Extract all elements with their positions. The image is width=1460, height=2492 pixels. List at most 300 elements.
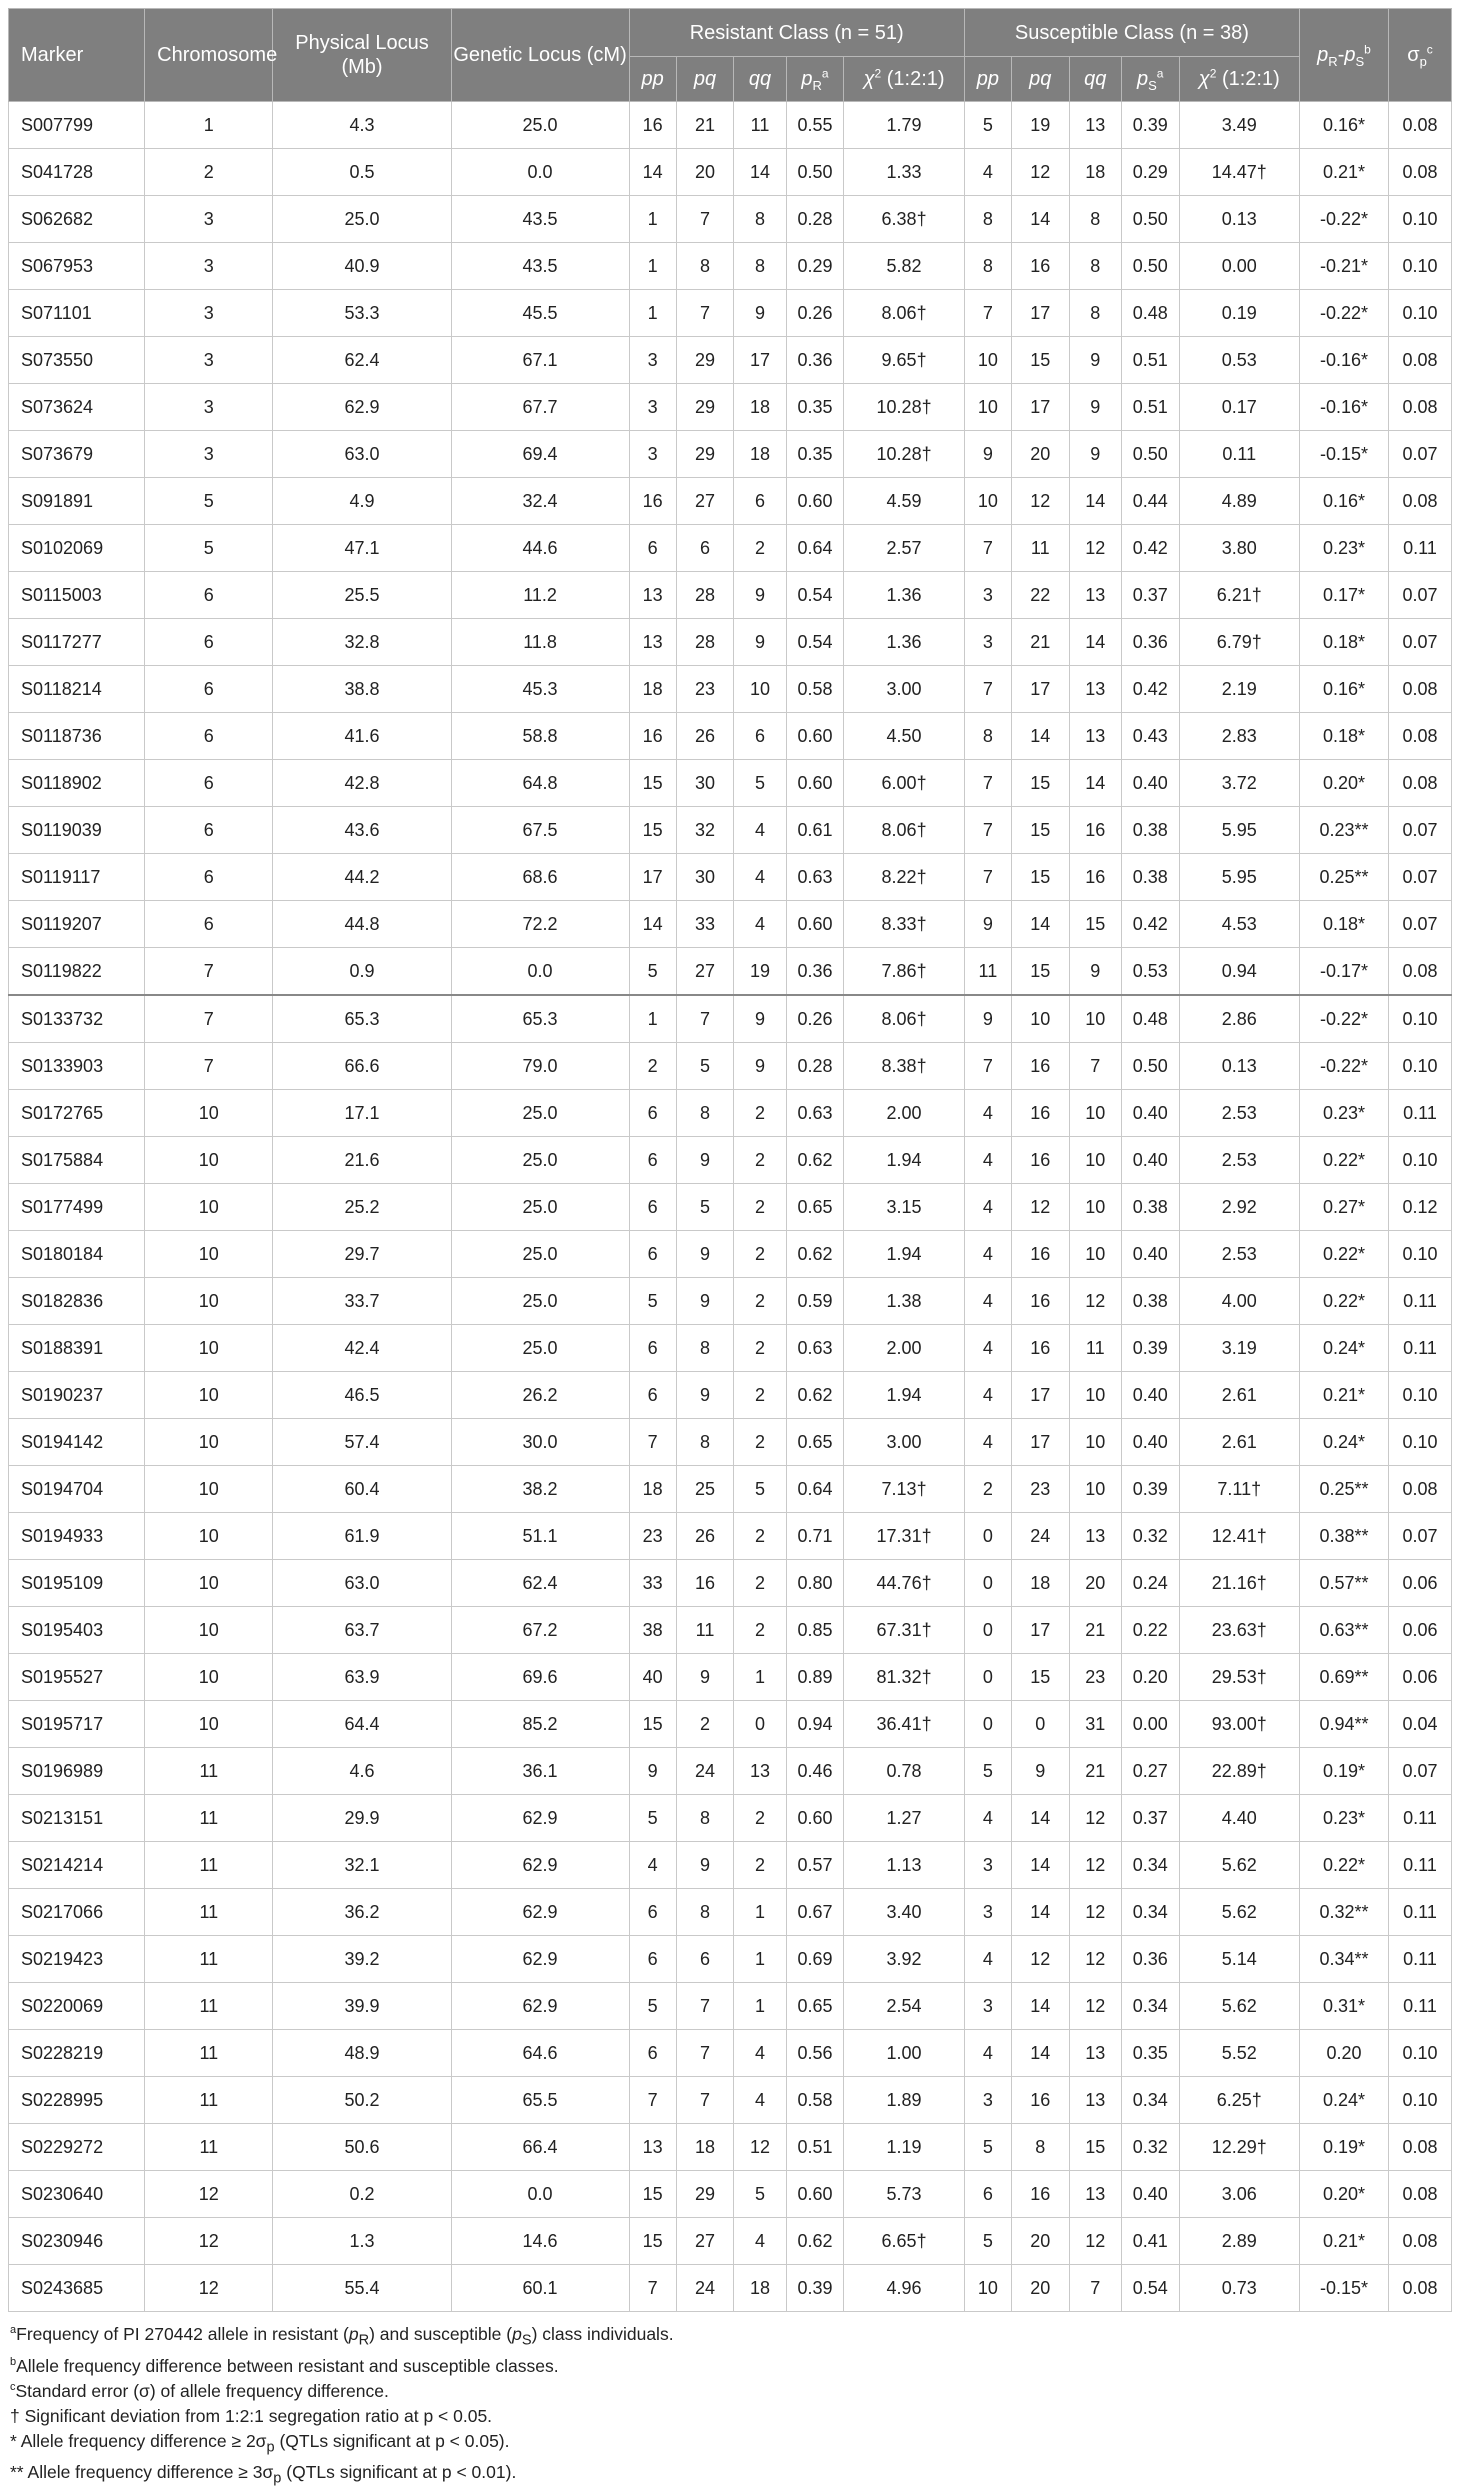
cell-sigma-p: 0.10 bbox=[1389, 1372, 1452, 1419]
cell-chromosome: 11 bbox=[145, 2030, 273, 2077]
cell-marker: S0119117 bbox=[9, 854, 145, 901]
table-row bbox=[9, 1231, 1452, 1278]
cell-physical-locus: 55.4 bbox=[273, 2265, 451, 2312]
cell-susceptible-pq: 18 bbox=[1011, 1560, 1069, 1607]
cell-sigma-p: 0.10 bbox=[1389, 290, 1452, 337]
cell-resistant-chi-square: 1.89 bbox=[844, 2077, 965, 2124]
cell-sigma-p: 0.12 bbox=[1389, 1184, 1452, 1231]
cell-sigma-p: 0.06 bbox=[1389, 1654, 1452, 1701]
cell-susceptible-chi-square: 0.11 bbox=[1179, 431, 1299, 478]
cell-susceptible-ps: 0.24 bbox=[1121, 1560, 1179, 1607]
cell-allele-freq-diff: 0.18* bbox=[1300, 713, 1389, 760]
cell-physical-locus: 61.9 bbox=[273, 1513, 451, 1560]
cell-susceptible-pp: 7 bbox=[964, 760, 1011, 807]
table-row bbox=[9, 1748, 1452, 1795]
cell-resistant-qq: 11 bbox=[734, 102, 786, 149]
cell-susceptible-ps: 0.40 bbox=[1121, 760, 1179, 807]
cell-resistant-pr: 0.36 bbox=[786, 337, 844, 384]
cell-resistant-pp: 13 bbox=[629, 619, 676, 666]
cell-resistant-chi-square: 1.19 bbox=[844, 2124, 965, 2171]
cell-resistant-chi-square: 1.38 bbox=[844, 1278, 965, 1325]
cell-resistant-pp: 18 bbox=[629, 666, 676, 713]
cell-sigma-p: 0.11 bbox=[1389, 1795, 1452, 1842]
cell-susceptible-pq: 16 bbox=[1011, 2171, 1069, 2218]
cell-susceptible-pp: 3 bbox=[964, 1889, 1011, 1936]
cell-susceptible-chi-square: 22.89† bbox=[1179, 1748, 1299, 1795]
cell-susceptible-pp: 10 bbox=[964, 2265, 1011, 2312]
cell-susceptible-chi-square: 2.83 bbox=[1179, 713, 1299, 760]
cell-susceptible-pp: 0 bbox=[964, 1654, 1011, 1701]
cell-marker: S0194933 bbox=[9, 1513, 145, 1560]
cell-susceptible-qq: 10 bbox=[1069, 1419, 1121, 1466]
cell-susceptible-pq: 17 bbox=[1011, 1372, 1069, 1419]
cell-susceptible-ps: 0.36 bbox=[1121, 1936, 1179, 1983]
cell-genetic-locus: 43.5 bbox=[451, 243, 629, 290]
cell-sigma-p: 0.07 bbox=[1389, 431, 1452, 478]
cell-resistant-qq: 17 bbox=[734, 337, 786, 384]
cell-allele-freq-diff: 0.21* bbox=[1300, 1372, 1389, 1419]
cell-susceptible-pp: 10 bbox=[964, 337, 1011, 384]
table-row bbox=[9, 1372, 1452, 1419]
cell-genetic-locus: 62.9 bbox=[451, 1983, 629, 2030]
cell-physical-locus: 44.8 bbox=[273, 901, 451, 948]
cell-resistant-chi-square: 2.57 bbox=[844, 525, 965, 572]
cell-susceptible-qq: 12 bbox=[1069, 1983, 1121, 2030]
cell-resistant-pp: 1 bbox=[629, 196, 676, 243]
cell-susceptible-pq: 14 bbox=[1011, 1983, 1069, 2030]
cell-genetic-locus: 65.3 bbox=[451, 995, 629, 1043]
cell-genetic-locus: 45.5 bbox=[451, 290, 629, 337]
cell-sigma-p: 0.07 bbox=[1389, 901, 1452, 948]
cell-sigma-p: 0.08 bbox=[1389, 337, 1452, 384]
cell-genetic-locus: 67.2 bbox=[451, 1607, 629, 1654]
cell-sigma-p: 0.10 bbox=[1389, 2077, 1452, 2124]
cell-chromosome: 12 bbox=[145, 2265, 273, 2312]
cell-susceptible-chi-square: 2.86 bbox=[1179, 995, 1299, 1043]
cell-physical-locus: 1.3 bbox=[273, 2218, 451, 2265]
table-row bbox=[9, 2265, 1452, 2312]
cell-resistant-pq: 24 bbox=[676, 1748, 734, 1795]
cell-physical-locus: 62.9 bbox=[273, 384, 451, 431]
cell-allele-freq-diff: 0.22* bbox=[1300, 1137, 1389, 1184]
cell-susceptible-ps: 0.39 bbox=[1121, 1325, 1179, 1372]
cell-resistant-pq: 29 bbox=[676, 431, 734, 478]
cell-susceptible-pq: 12 bbox=[1011, 478, 1069, 525]
cell-susceptible-pq: 17 bbox=[1011, 666, 1069, 713]
cell-sigma-p: 0.11 bbox=[1389, 1842, 1452, 1889]
table-row bbox=[9, 243, 1452, 290]
cell-marker: S0228995 bbox=[9, 2077, 145, 2124]
cell-chromosome: 11 bbox=[145, 1748, 273, 1795]
cell-resistant-qq: 6 bbox=[734, 478, 786, 525]
cell-chromosome: 6 bbox=[145, 619, 273, 666]
cell-resistant-pp: 17 bbox=[629, 854, 676, 901]
cell-resistant-pq: 9 bbox=[676, 1842, 734, 1889]
cell-susceptible-chi-square: 0.19 bbox=[1179, 290, 1299, 337]
cell-susceptible-ps: 0.38 bbox=[1121, 1184, 1179, 1231]
cell-allele-freq-diff: -0.15* bbox=[1300, 2265, 1389, 2312]
cell-genetic-locus: 60.1 bbox=[451, 2265, 629, 2312]
cell-susceptible-pq: 15 bbox=[1011, 948, 1069, 996]
cell-allele-freq-diff: 0.21* bbox=[1300, 149, 1389, 196]
cell-susceptible-ps: 0.51 bbox=[1121, 384, 1179, 431]
cell-chromosome: 11 bbox=[145, 1842, 273, 1889]
cell-resistant-qq: 2 bbox=[734, 1607, 786, 1654]
cell-resistant-pp: 16 bbox=[629, 713, 676, 760]
cell-resistant-pr: 0.94 bbox=[786, 1701, 844, 1748]
cell-resistant-pq: 7 bbox=[676, 1983, 734, 2030]
cell-marker: S0117277 bbox=[9, 619, 145, 666]
cell-sigma-p: 0.11 bbox=[1389, 1090, 1452, 1137]
cell-resistant-pp: 38 bbox=[629, 1607, 676, 1654]
cell-susceptible-pp: 11 bbox=[964, 948, 1011, 996]
cell-allele-freq-diff: -0.15* bbox=[1300, 431, 1389, 478]
table-row bbox=[9, 337, 1452, 384]
cell-resistant-pr: 0.65 bbox=[786, 1419, 844, 1466]
table-row bbox=[9, 1889, 1452, 1936]
cell-resistant-pr: 0.62 bbox=[786, 2218, 844, 2265]
cell-sigma-p: 0.10 bbox=[1389, 243, 1452, 290]
cell-susceptible-ps: 0.40 bbox=[1121, 1090, 1179, 1137]
cell-resistant-pp: 5 bbox=[629, 1983, 676, 2030]
footnote-single-star: * Allele frequency difference ≥ $2\sigma_p$ (QTLs significant at p < 0.05). bbox=[10, 2430, 510, 2455]
cell-marker: S0118214 bbox=[9, 666, 145, 713]
cell-susceptible-chi-square: 0.53 bbox=[1179, 337, 1299, 384]
cell-susceptible-pp: 4 bbox=[964, 1278, 1011, 1325]
cell-resistant-chi-square: 10.28† bbox=[844, 384, 965, 431]
cell-physical-locus: 17.1 bbox=[273, 1090, 451, 1137]
cell-allele-freq-diff: 0.23* bbox=[1300, 1795, 1389, 1842]
cell-resistant-pp: 15 bbox=[629, 1701, 676, 1748]
cell-susceptible-ps: 0.48 bbox=[1121, 290, 1179, 337]
cell-resistant-pr: 0.71 bbox=[786, 1513, 844, 1560]
cell-susceptible-chi-square: 2.19 bbox=[1179, 666, 1299, 713]
cell-susceptible-qq: 21 bbox=[1069, 1748, 1121, 1795]
cell-genetic-locus: 62.9 bbox=[451, 1936, 629, 1983]
cell-resistant-pp: 14 bbox=[629, 901, 676, 948]
cell-marker: S0119822 bbox=[9, 948, 145, 996]
cell-susceptible-pq: 14 bbox=[1011, 1889, 1069, 1936]
cell-resistant-qq: 10 bbox=[734, 666, 786, 713]
cell-allele-freq-diff: -0.21* bbox=[1300, 243, 1389, 290]
cell-physical-locus: 66.6 bbox=[273, 1043, 451, 1090]
cell-susceptible-ps: 0.50 bbox=[1121, 196, 1179, 243]
cell-resistant-chi-square: 8.38† bbox=[844, 1043, 965, 1090]
cell-resistant-qq: 6 bbox=[734, 713, 786, 760]
cell-sigma-p: 0.10 bbox=[1389, 196, 1452, 243]
cell-susceptible-pq: 0 bbox=[1011, 1701, 1069, 1748]
cell-sigma-p: 0.08 bbox=[1389, 2218, 1452, 2265]
cell-allele-freq-diff: -0.17* bbox=[1300, 948, 1389, 996]
cell-allele-freq-diff: 0.25** bbox=[1300, 854, 1389, 901]
cell-genetic-locus: 64.6 bbox=[451, 2030, 629, 2077]
cell-susceptible-chi-square: 2.53 bbox=[1179, 1231, 1299, 1278]
cell-susceptible-chi-square: 0.13 bbox=[1179, 196, 1299, 243]
cell-susceptible-pp: 7 bbox=[964, 1043, 1011, 1090]
cell-susceptible-pp: 5 bbox=[964, 102, 1011, 149]
cell-susceptible-qq: 15 bbox=[1069, 901, 1121, 948]
cell-resistant-pp: 33 bbox=[629, 1560, 676, 1607]
cell-allele-freq-diff: 0.18* bbox=[1300, 619, 1389, 666]
cell-susceptible-qq: 10 bbox=[1069, 995, 1121, 1043]
cell-sigma-p: 0.10 bbox=[1389, 1137, 1452, 1184]
cell-marker: S0133732 bbox=[9, 995, 145, 1043]
cell-susceptible-chi-square: 4.00 bbox=[1179, 1278, 1299, 1325]
cell-susceptible-chi-square: 3.19 bbox=[1179, 1325, 1299, 1372]
cell-allele-freq-diff: 0.63** bbox=[1300, 1607, 1389, 1654]
cell-susceptible-qq: 10 bbox=[1069, 1090, 1121, 1137]
cell-resistant-pr: 0.64 bbox=[786, 1466, 844, 1513]
cell-susceptible-pp: 5 bbox=[964, 2124, 1011, 2171]
cell-sigma-p: 0.08 bbox=[1389, 384, 1452, 431]
table-row bbox=[9, 1513, 1452, 1560]
cell-resistant-pr: 0.28 bbox=[786, 196, 844, 243]
cell-susceptible-chi-square: 12.41† bbox=[1179, 1513, 1299, 1560]
cell-genetic-locus: 85.2 bbox=[451, 1701, 629, 1748]
cell-susceptible-ps: 0.39 bbox=[1121, 1466, 1179, 1513]
cell-resistant-qq: 4 bbox=[734, 2077, 786, 2124]
cell-susceptible-qq: 14 bbox=[1069, 619, 1121, 666]
cell-resistant-pr: 0.54 bbox=[786, 619, 844, 666]
cell-susceptible-pp: 3 bbox=[964, 2077, 1011, 2124]
cell-marker: S0228219 bbox=[9, 2030, 145, 2077]
cell-resistant-pq: 8 bbox=[676, 1889, 734, 1936]
cell-marker: S0182836 bbox=[9, 1278, 145, 1325]
header-susceptible-ps: $p_S^a$ bbox=[1121, 57, 1179, 102]
table-row bbox=[9, 2077, 1452, 2124]
cell-resistant-qq: 4 bbox=[734, 807, 786, 854]
cell-marker: S0172765 bbox=[9, 1090, 145, 1137]
cell-susceptible-ps: 0.36 bbox=[1121, 619, 1179, 666]
cell-marker: S0229272 bbox=[9, 2124, 145, 2171]
cell-susceptible-qq: 12 bbox=[1069, 1278, 1121, 1325]
cell-physical-locus: 63.0 bbox=[273, 1560, 451, 1607]
cell-resistant-pr: 0.55 bbox=[786, 102, 844, 149]
header-resistant-pq: pq bbox=[676, 57, 734, 102]
cell-susceptible-ps: 0.34 bbox=[1121, 2077, 1179, 2124]
cell-resistant-chi-square: 6.65† bbox=[844, 2218, 965, 2265]
cell-susceptible-pq: 16 bbox=[1011, 1231, 1069, 1278]
cell-allele-freq-diff: 0.24* bbox=[1300, 1325, 1389, 1372]
cell-resistant-pp: 15 bbox=[629, 2218, 676, 2265]
cell-susceptible-pq: 14 bbox=[1011, 901, 1069, 948]
cell-allele-freq-diff: 0.38** bbox=[1300, 1513, 1389, 1560]
cell-resistant-pq: 30 bbox=[676, 854, 734, 901]
cell-resistant-pp: 7 bbox=[629, 1419, 676, 1466]
table-row bbox=[9, 478, 1452, 525]
cell-resistant-chi-square: 2.00 bbox=[844, 1090, 965, 1137]
cell-physical-locus: 63.0 bbox=[273, 431, 451, 478]
cell-resistant-pp: 15 bbox=[629, 2171, 676, 2218]
cell-susceptible-qq: 13 bbox=[1069, 572, 1121, 619]
cell-resistant-pr: 0.60 bbox=[786, 713, 844, 760]
cell-resistant-qq: 5 bbox=[734, 760, 786, 807]
cell-resistant-pq: 32 bbox=[676, 807, 734, 854]
cell-physical-locus: 36.2 bbox=[273, 1889, 451, 1936]
cell-resistant-pp: 4 bbox=[629, 1842, 676, 1889]
cell-resistant-pp: 5 bbox=[629, 1795, 676, 1842]
cell-chromosome: 10 bbox=[145, 1607, 273, 1654]
cell-susceptible-pp: 3 bbox=[964, 1983, 1011, 2030]
cell-chromosome: 10 bbox=[145, 1278, 273, 1325]
table-row bbox=[9, 1090, 1452, 1137]
cell-sigma-p: 0.08 bbox=[1389, 948, 1452, 996]
cell-resistant-pr: 0.60 bbox=[786, 901, 844, 948]
header-susceptible-chi-square: $\chi^2$ (1:2:1) bbox=[1179, 57, 1299, 102]
cell-marker: S091891 bbox=[9, 478, 145, 525]
cell-susceptible-ps: 0.35 bbox=[1121, 2030, 1179, 2077]
cell-resistant-chi-square: 8.06† bbox=[844, 995, 965, 1043]
cell-resistant-chi-square: 1.27 bbox=[844, 1795, 965, 1842]
cell-physical-locus: 42.4 bbox=[273, 1325, 451, 1372]
header-susceptible-pq: pq bbox=[1011, 57, 1069, 102]
cell-chromosome: 6 bbox=[145, 901, 273, 948]
cell-allele-freq-diff: -0.22* bbox=[1300, 1043, 1389, 1090]
cell-resistant-pp: 6 bbox=[629, 1184, 676, 1231]
cell-resistant-pq: 7 bbox=[676, 2030, 734, 2077]
cell-allele-freq-diff: 0.22* bbox=[1300, 1278, 1389, 1325]
cell-susceptible-chi-square: 6.25† bbox=[1179, 2077, 1299, 2124]
cell-susceptible-pp: 4 bbox=[964, 1795, 1011, 1842]
cell-susceptible-chi-square: 4.40 bbox=[1179, 1795, 1299, 1842]
cell-marker: S0196989 bbox=[9, 1748, 145, 1795]
cell-susceptible-qq: 16 bbox=[1069, 807, 1121, 854]
cell-susceptible-ps: 0.50 bbox=[1121, 1043, 1179, 1090]
cell-sigma-p: 0.08 bbox=[1389, 760, 1452, 807]
cell-resistant-qq: 5 bbox=[734, 2171, 786, 2218]
cell-physical-locus: 60.4 bbox=[273, 1466, 451, 1513]
cell-chromosome: 11 bbox=[145, 2124, 273, 2171]
cell-susceptible-pp: 7 bbox=[964, 666, 1011, 713]
cell-resistant-pq: 2 bbox=[676, 1701, 734, 1748]
cell-resistant-pp: 6 bbox=[629, 1325, 676, 1372]
cell-susceptible-pp: 5 bbox=[964, 2218, 1011, 2265]
cell-allele-freq-diff: -0.16* bbox=[1300, 337, 1389, 384]
cell-resistant-qq: 4 bbox=[734, 854, 786, 901]
cell-resistant-qq: 2 bbox=[734, 1278, 786, 1325]
cell-chromosome: 1 bbox=[145, 102, 273, 149]
cell-resistant-pp: 1 bbox=[629, 290, 676, 337]
cell-susceptible-ps: 0.00 bbox=[1121, 1701, 1179, 1748]
cell-resistant-chi-square: 1.13 bbox=[844, 1842, 965, 1889]
cell-susceptible-qq: 12 bbox=[1069, 1795, 1121, 1842]
cell-susceptible-pp: 0 bbox=[964, 1607, 1011, 1654]
cell-chromosome: 11 bbox=[145, 1889, 273, 1936]
cell-genetic-locus: 25.0 bbox=[451, 1231, 629, 1278]
cell-resistant-chi-square: 7.86† bbox=[844, 948, 965, 996]
cell-susceptible-pp: 3 bbox=[964, 619, 1011, 666]
cell-chromosome: 10 bbox=[145, 1090, 273, 1137]
cell-susceptible-ps: 0.38 bbox=[1121, 854, 1179, 901]
cell-resistant-pr: 0.62 bbox=[786, 1137, 844, 1184]
cell-resistant-pr: 0.56 bbox=[786, 2030, 844, 2077]
cell-genetic-locus: 25.0 bbox=[451, 1278, 629, 1325]
cell-physical-locus: 42.8 bbox=[273, 760, 451, 807]
cell-susceptible-qq: 31 bbox=[1069, 1701, 1121, 1748]
cell-susceptible-qq: 15 bbox=[1069, 2124, 1121, 2171]
cell-resistant-qq: 1 bbox=[734, 1889, 786, 1936]
table-footnotes bbox=[8, 2322, 1452, 2492]
cell-susceptible-pp: 8 bbox=[964, 196, 1011, 243]
cell-susceptible-chi-square: 2.61 bbox=[1179, 1372, 1299, 1419]
cell-resistant-chi-square: 6.00† bbox=[844, 760, 965, 807]
cell-susceptible-qq: 13 bbox=[1069, 2030, 1121, 2077]
cell-susceptible-pq: 20 bbox=[1011, 2265, 1069, 2312]
cell-allele-freq-diff: 0.16* bbox=[1300, 102, 1389, 149]
cell-susceptible-pp: 3 bbox=[964, 572, 1011, 619]
cell-resistant-pq: 28 bbox=[676, 572, 734, 619]
cell-allele-freq-diff: 0.25** bbox=[1300, 1466, 1389, 1513]
cell-resistant-chi-square: 44.76† bbox=[844, 1560, 965, 1607]
cell-resistant-qq: 2 bbox=[734, 1231, 786, 1278]
cell-marker: S0220069 bbox=[9, 1983, 145, 2030]
cell-resistant-qq: 2 bbox=[734, 1137, 786, 1184]
cell-physical-locus: 39.9 bbox=[273, 1983, 451, 2030]
cell-chromosome: 6 bbox=[145, 760, 273, 807]
cell-allele-freq-diff: 0.57** bbox=[1300, 1560, 1389, 1607]
cell-sigma-p: 0.11 bbox=[1389, 1278, 1452, 1325]
cell-allele-freq-diff: 0.17* bbox=[1300, 572, 1389, 619]
cell-allele-freq-diff: -0.22* bbox=[1300, 196, 1389, 243]
table-row bbox=[9, 619, 1452, 666]
cell-susceptible-ps: 0.42 bbox=[1121, 525, 1179, 572]
cell-genetic-locus: 0.0 bbox=[451, 2171, 629, 2218]
cell-susceptible-pp: 4 bbox=[964, 149, 1011, 196]
cell-susceptible-ps: 0.32 bbox=[1121, 2124, 1179, 2171]
cell-resistant-pp: 5 bbox=[629, 948, 676, 996]
cell-susceptible-qq: 8 bbox=[1069, 243, 1121, 290]
cell-susceptible-ps: 0.50 bbox=[1121, 243, 1179, 290]
cell-resistant-qq: 2 bbox=[734, 525, 786, 572]
cell-susceptible-ps: 0.34 bbox=[1121, 1889, 1179, 1936]
cell-susceptible-pp: 10 bbox=[964, 384, 1011, 431]
cell-allele-freq-diff: 0.23** bbox=[1300, 807, 1389, 854]
cell-resistant-pp: 13 bbox=[629, 2124, 676, 2171]
cell-susceptible-pq: 16 bbox=[1011, 243, 1069, 290]
cell-resistant-pr: 0.50 bbox=[786, 149, 844, 196]
cell-resistant-qq: 2 bbox=[734, 1419, 786, 1466]
cell-resistant-pq: 7 bbox=[676, 290, 734, 337]
header-genetic-locus: Genetic Locus (cM) bbox=[451, 9, 629, 102]
cell-resistant-chi-square: 8.22† bbox=[844, 854, 965, 901]
cell-resistant-pp: 6 bbox=[629, 2030, 676, 2077]
cell-genetic-locus: 25.0 bbox=[451, 102, 629, 149]
cell-sigma-p: 0.07 bbox=[1389, 1513, 1452, 1560]
cell-susceptible-qq: 12 bbox=[1069, 525, 1121, 572]
table-row bbox=[9, 1043, 1452, 1090]
cell-physical-locus: 48.9 bbox=[273, 2030, 451, 2077]
table-row bbox=[9, 2124, 1452, 2171]
cell-sigma-p: 0.07 bbox=[1389, 1748, 1452, 1795]
cell-genetic-locus: 51.1 bbox=[451, 1513, 629, 1560]
cell-allele-freq-diff: 0.23* bbox=[1300, 1090, 1389, 1137]
cell-susceptible-pq: 12 bbox=[1011, 1936, 1069, 1983]
header-resistant-pp: pp bbox=[629, 57, 676, 102]
cell-resistant-qq: 4 bbox=[734, 2030, 786, 2077]
cell-susceptible-chi-square: 3.49 bbox=[1179, 102, 1299, 149]
cell-allele-freq-diff: 0.16* bbox=[1300, 478, 1389, 525]
cell-susceptible-chi-square: 3.80 bbox=[1179, 525, 1299, 572]
cell-genetic-locus: 62.9 bbox=[451, 1795, 629, 1842]
cell-marker: S0188391 bbox=[9, 1325, 145, 1372]
cell-sigma-p: 0.07 bbox=[1389, 619, 1452, 666]
cell-susceptible-pq: 17 bbox=[1011, 290, 1069, 337]
cell-sigma-p: 0.10 bbox=[1389, 1043, 1452, 1090]
cell-susceptible-chi-square: 2.53 bbox=[1179, 1137, 1299, 1184]
header-susceptible-qq: qq bbox=[1069, 57, 1121, 102]
cell-susceptible-qq: 9 bbox=[1069, 384, 1121, 431]
cell-resistant-pp: 6 bbox=[629, 1231, 676, 1278]
